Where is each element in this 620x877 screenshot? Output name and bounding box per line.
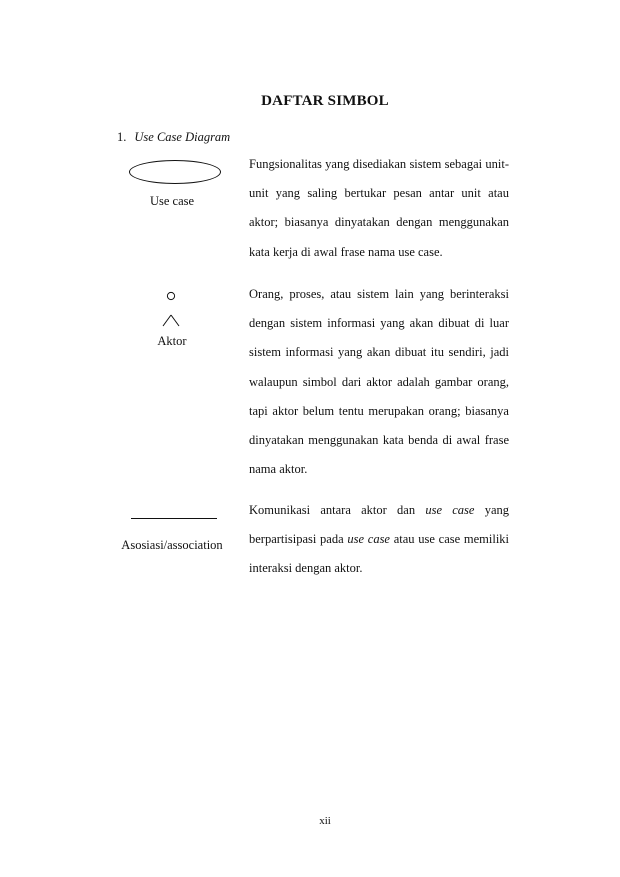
use-case-description: Fungsionalitas yang disediakan sistem sebagai unit-unit yang saling bertukar pesan antar unit atau aktor; biasanya dinyatakan dengan menggunakan kata kerja di awal frase nama use case.: [249, 157, 509, 259]
use-case-label: Use case: [149, 194, 195, 208]
association-line-icon: [131, 518, 217, 519]
actor-label: Aktor: [157, 334, 187, 348]
association-description: Komunikasi antara aktor dan use case yang berpartisipasi pada use case atau use case memiliki interaksi dengan aktor.: [249, 503, 510, 576]
section-number: 1.: [117, 130, 127, 144]
actor-stick-figure-icon: [158, 288, 186, 332]
actor-description: Orang, proses, atau sistem lain yang berinteraksi dengan sistem informasi yang akan dibuat di luar sistem informasi yang akan dibuat itu sendiri, jadi walaupun simbol dari aktor adalah gambar orang, tapi aktor belum tentu merupakan orang; biasanya dinyatakan menggunakan kata benda di awal frase nama aktor.: [249, 287, 509, 477]
association-label: Asosiasi/association: [121, 538, 223, 552]
section-heading: [117, 130, 230, 145]
page-title: DAFTAR SIMBOL: [261, 93, 389, 109]
section-title: Use Case Diagram: [134, 130, 231, 144]
page-number: xii: [319, 815, 331, 827]
use-case-ellipse-icon: [129, 160, 221, 184]
